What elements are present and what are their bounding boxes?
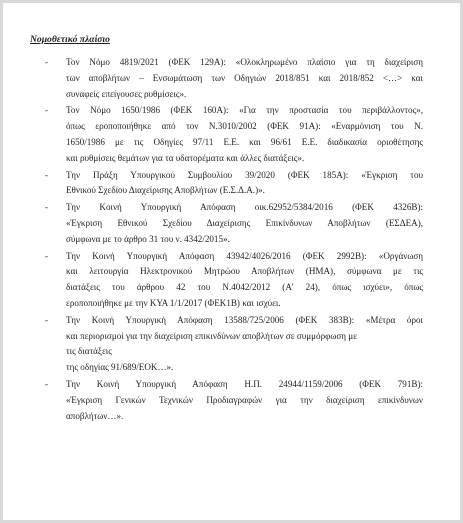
list-item xyxy=(31,377,423,424)
list-item xyxy=(31,103,423,166)
bullet-dash: - xyxy=(45,250,49,261)
text-line: συναφείς επείγουσες ρυθμίσεις». xyxy=(66,88,187,99)
list-item xyxy=(31,200,423,247)
list-item xyxy=(31,249,423,312)
text-line: «Έγκριση Γενικών Τεχνικών Προδιαγραφών για την διαχείριση επικίνδυνων xyxy=(66,394,423,405)
text-line: τις διατάξεις xyxy=(66,346,112,357)
text-line: σύμφωνα με το άρθρο 31 του ν. 4342/2015». xyxy=(66,233,230,244)
list-item xyxy=(31,313,423,376)
text-line: Την Κοινή Υπουργική Απόφαση 43942/4026/2016 (ΦΕΚ 2992Β): «Οργάνωση xyxy=(66,250,423,261)
legislation-list xyxy=(31,55,423,425)
text-line: και λειτουργία Ηλεκτρονικού Μητρώου Αποβλήτων (ΗΜΑ), σύμφωνα με τις xyxy=(66,266,423,277)
text-line: Την Κοινή Υπουργική Απόφαση 13588/725/2006 (ΦΕΚ 383Β): «Μέτρα όροι xyxy=(66,314,423,325)
text-line: όπως εροποποιήθηκε από τον Ν.3010/2002 (ΦΕΚ 91Α): «Εναρμόνιση του Ν. xyxy=(66,121,423,132)
text-line: αποβλήτων…». xyxy=(66,410,124,421)
text-line: «Έγκριση Εθνικού Σχεδίου Διαχείρισης Επικίνδυνων Αποβλήτων (ΕΣΔΕΑ), xyxy=(66,217,423,228)
bullet-dash: - xyxy=(45,169,49,180)
text-line: Την Κοινή Υπουργική Απόφαση οικ.62952/5384/2016 (ΦΕΚ 4326Β): xyxy=(66,202,423,213)
text-line: διατάξεις του άρθρου 42 του Ν.4042/2012 (Α' 24), όπως ισχύει», όπως xyxy=(66,282,423,293)
list-item xyxy=(31,168,423,200)
text-line: Τον Νόμο 1650/1986 (ΦΕΚ 160Α): «Για την προστασία του περιβάλλοντος», xyxy=(66,105,423,116)
text-line: Την Πράξη Υπουργικού Συμβουλίου 39/2020 (ΦΕΚ 185Α): «Έγκριση του xyxy=(66,169,423,180)
bullet-dash: - xyxy=(45,314,49,325)
text-line: Εθνικού Σχεδίου Διαχείρισης Αποβλήτων (Ε.Σ.Δ.Α.)». xyxy=(66,185,265,196)
text-line: της οδηγίας 91/689/ΕΟΚ…». xyxy=(66,362,174,373)
text-line: των αποβλήτων – Ενσωμάτωση των Οδηγιών 2018/851 και 2018/852 <…> και xyxy=(66,72,423,83)
text-line: 1650/1986 με τις Οδηγίες 97/11 Ε.Ε. και 96/61 Ε.Ε. διαδικασία οριοθέτησης xyxy=(66,136,423,147)
bullet-dash: - xyxy=(45,378,49,389)
text-line: και ρυθμίσεις θεμάτων για τα υδατορέματα και άλλες διατάξεις». xyxy=(66,152,305,163)
bullet-dash: - xyxy=(45,57,49,67)
bullet-dash: - xyxy=(45,202,49,213)
bullet-dash: - xyxy=(45,105,49,116)
text-line: Την Κοινή Υπουργική Απόφαση Η.Π. 24944/1159/2006 (ΦΕΚ 791Β): xyxy=(66,378,423,389)
list-item xyxy=(31,55,423,102)
section-heading: Νομοθετικό πλαίσιο xyxy=(30,34,110,45)
document-page xyxy=(3,3,460,520)
text-line: Τον Νόμο 4819/2021 (ΦΕΚ 129Α): «Ολοκληρωμένο πλαίσιο για τη διαχείριση xyxy=(66,57,423,67)
text-line: και περιορισμοί για την διαχείριση επικινδύνων αποβλήτων σε συμμόρφωση με xyxy=(66,330,357,341)
text-line: εροποποιήθηκε με την ΚΥΑ 1/1/2017 (ΦΕΚ1Β) και ισχύει. xyxy=(66,297,281,308)
